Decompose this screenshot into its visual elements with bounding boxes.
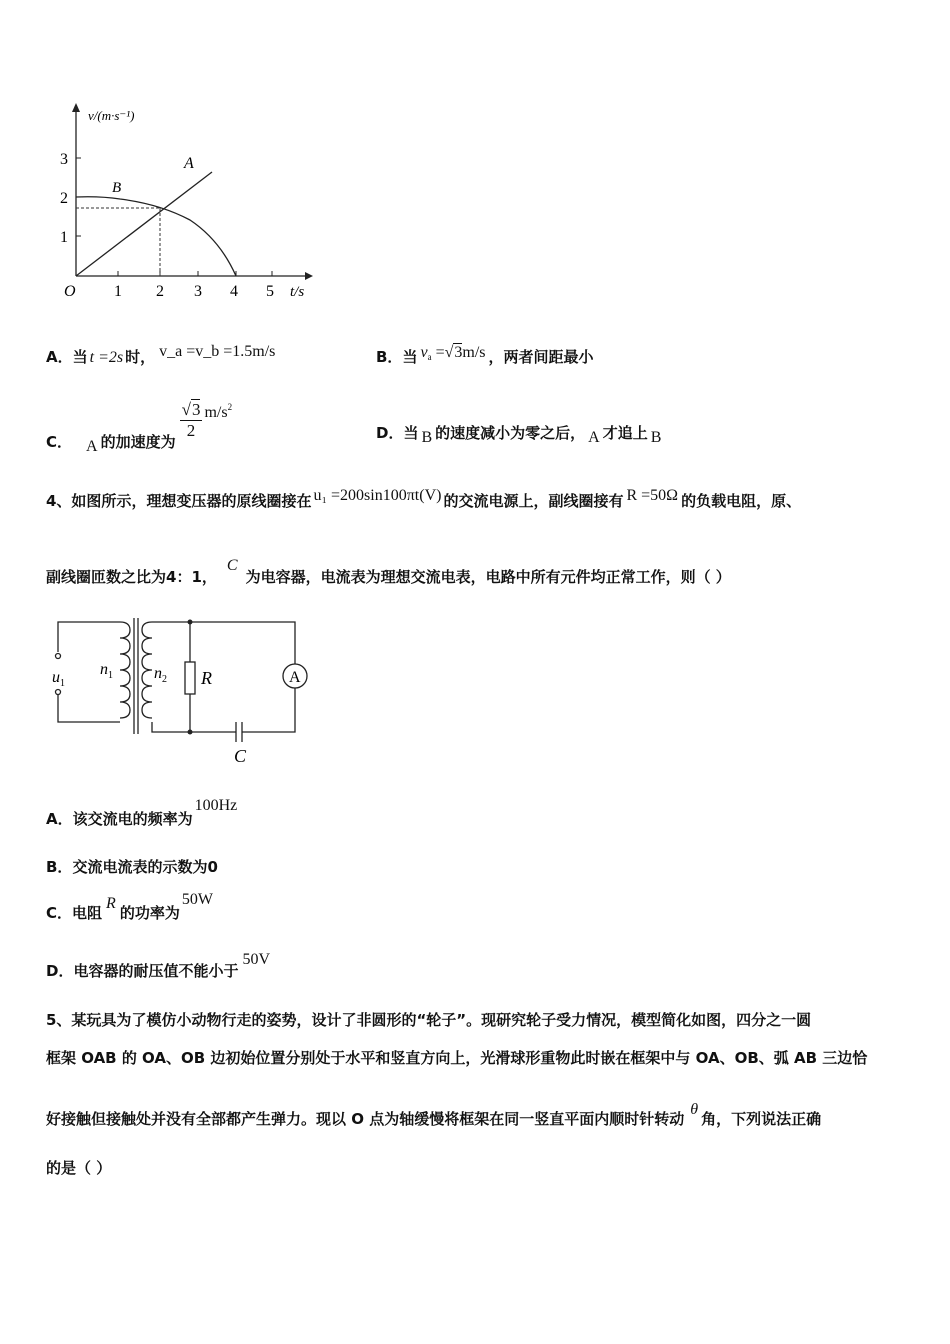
math-expression: A [86, 438, 98, 455]
x-tick-1: 1 [114, 283, 122, 300]
x-tick-4: 4 [230, 283, 238, 300]
y-tick-3: 3 [60, 151, 68, 168]
y-axis-arrow [72, 103, 80, 112]
math-unit: m/s [462, 344, 486, 361]
option-letter: D． [46, 962, 74, 980]
q5-stem-line1: 5、某玩具为了模仿小动物行走的姿势，设计了非圆形的“轮子”。现研究轮子受力情况，模型简化如图，四分之一圆 [46, 1011, 812, 1029]
line-a [76, 172, 212, 276]
fraction-denominator: 2 [186, 421, 196, 440]
primary-coil [120, 622, 130, 718]
q4-stem-line1 [46, 487, 802, 511]
line-a-label: A [184, 155, 194, 172]
q3-option-a[interactable] [46, 343, 276, 367]
origin-label: O [64, 283, 76, 300]
math-expression: θ [690, 1101, 699, 1118]
q4-stem-line2 [46, 557, 731, 587]
capacitor-label: C [234, 746, 247, 766]
math-expression: u₁ =200sin100πt(V) [313, 487, 442, 504]
option-letter: B． [376, 348, 403, 366]
math-expression: 100Hz [194, 797, 238, 814]
option-text: 的加速度为 [100, 433, 176, 451]
math-expression: R =50Ω [626, 487, 679, 504]
q3-option-d[interactable] [376, 422, 662, 446]
secondary-coil [142, 622, 152, 718]
option-text: 该交流电的频率为 [72, 810, 193, 828]
n2-label: $n_2$ [154, 665, 167, 685]
option-text: 当 [403, 424, 419, 442]
math-expression: 50W [181, 891, 213, 908]
option-text: 当 [72, 348, 88, 366]
option-letter: A． [46, 348, 73, 366]
junction-dot-top [188, 620, 193, 625]
q3-option-c[interactable] [46, 400, 233, 455]
option-letter: B． [46, 858, 73, 876]
option-letter: A． [46, 810, 73, 828]
q5-stem-line2: 框架 OAB 的 OA、OB 边初始位置分别处于水平和竖直方向上，光滑球形重物此时嵌在框架中与 OA、OB、弧 AB 三边恰 [46, 1049, 868, 1067]
junction-dot-bottom [188, 730, 193, 735]
u1-label: $u_1$ [52, 669, 65, 689]
option-text: 交流电流表的示数为0 [72, 858, 218, 876]
fraction: $\frac{√3}{2}$ [181, 400, 201, 440]
option-text: 时， [125, 348, 156, 366]
ammeter-label: A [289, 669, 301, 686]
math-expression: 50V [242, 951, 271, 968]
q4-option-b[interactable] [46, 856, 218, 877]
option-text: 电容器的耐压值不能小于 [73, 962, 239, 980]
math-expression: C [226, 557, 238, 574]
q4-option-a[interactable] [46, 797, 238, 829]
math-expression: v_a =v_b =1.5m/s [159, 343, 276, 360]
stem-text: 为电容器，电流表为理想交流电表，电路中所有元件均正常工作，则（ ） [245, 568, 731, 586]
y-axis-label: v/(m·s⁻¹) [88, 108, 135, 123]
option-text: 的速度减小为零之后， [435, 424, 586, 442]
option-text: 当 [402, 348, 418, 366]
q4-option-c[interactable] [46, 891, 213, 923]
y-tick-1: 1 [60, 229, 68, 246]
q4-option-d[interactable] [46, 951, 271, 981]
option-text: ，两者间距最小 [488, 348, 594, 366]
n1-label: $n_1$ [100, 661, 113, 681]
velocity-time-graph [50, 100, 330, 310]
q5-stem-line4: 的是（ ） [46, 1159, 112, 1177]
option-text: 才追上 [602, 424, 648, 442]
curve-b [76, 197, 236, 276]
math-radicand: 3 [454, 344, 463, 361]
math-eq: = [435, 344, 445, 361]
math-expression: B [650, 429, 662, 446]
x-tick-5: 5 [266, 283, 274, 300]
x-tick-2: 2 [156, 283, 164, 300]
terminal-bottom [56, 690, 61, 695]
unit: $m/s^2$ [204, 402, 233, 421]
fraction-numerator: 3 [191, 400, 201, 419]
x-tick-3: 3 [194, 283, 202, 300]
terminal-top [56, 654, 61, 659]
option-letter: C． [46, 433, 73, 451]
stem-text: 副线圈匝数之比为4：1， [46, 568, 217, 586]
math-expression: B [421, 429, 433, 446]
transformer-circuit [48, 612, 310, 772]
x-tick-marks [118, 271, 272, 276]
curve-b-label: B [112, 180, 122, 196]
math-sub: a [427, 352, 432, 362]
option-text: 电阻 [72, 904, 103, 922]
stem-text: 好接触但接触处并没有全部都产生弹力。现以 O 点为轴缓慢将框架在同一竖直平面内顺时针转动 [46, 1110, 685, 1128]
math-expression: $v_a =√3m/s$ [420, 344, 486, 362]
y-tick-2: 2 [60, 190, 68, 207]
math-expression: R [106, 895, 116, 912]
q3-option-b[interactable] [376, 346, 594, 367]
resistor-label: R [201, 668, 212, 688]
option-letter: C． [46, 904, 73, 922]
stem-text: 的负载电阻，原、 [681, 492, 802, 510]
secondary-wire [152, 622, 295, 732]
resistor-symbol [185, 662, 195, 694]
stem-text: 的交流电源上，副线圈接有 [443, 492, 624, 510]
x-axis-arrow [305, 272, 313, 280]
math-var: v [420, 344, 428, 361]
stem-text: 角，下列说法正确 [701, 1110, 822, 1128]
math-expression: A [588, 429, 600, 446]
math-expression: t =2s [89, 349, 124, 366]
x-axis-label: t/s [290, 284, 305, 300]
option-text: 的功率为 [119, 904, 180, 922]
stem-text: 4、如图所示，理想变压器的原线圈接在 [46, 492, 312, 510]
option-letter: D． [376, 424, 404, 442]
q5-stem-line3 [46, 1101, 822, 1129]
